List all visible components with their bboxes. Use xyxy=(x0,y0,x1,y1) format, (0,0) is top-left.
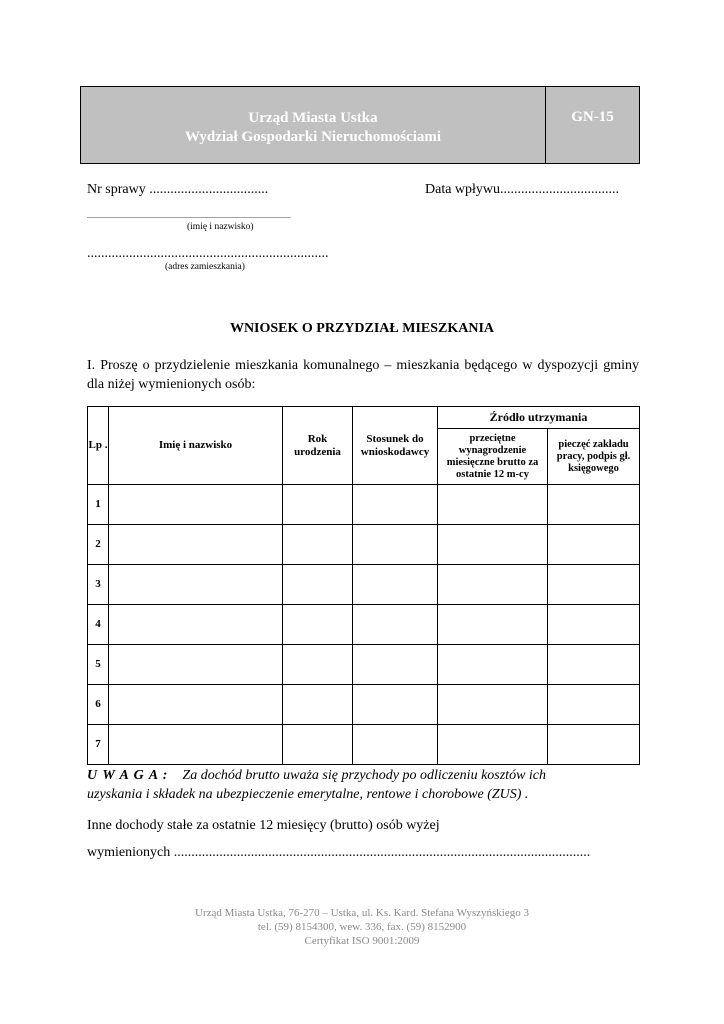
table-cell[interactable] xyxy=(283,525,353,565)
table-cell[interactable] xyxy=(548,605,640,645)
table-cell[interactable] xyxy=(353,605,438,645)
note-text-1: Za dochód brutto uważa się przychody po odliczeniu kosztów ich xyxy=(182,768,547,783)
table-cell[interactable] xyxy=(438,525,548,565)
table-cell[interactable] xyxy=(109,685,283,725)
row-number: 3 xyxy=(88,565,109,605)
header-office-block xyxy=(81,87,545,163)
footer-address: Urząd Miasta Ustka, 76-270 – Ustka, ul. Ks. Kard. Stefana Wyszyńskiego 3 xyxy=(195,907,529,919)
table-cell[interactable] xyxy=(109,645,283,685)
table-row xyxy=(88,485,640,525)
table-row xyxy=(88,725,640,765)
table-cell[interactable] xyxy=(109,565,283,605)
table-cell[interactable] xyxy=(283,485,353,525)
other-income-line-1: Inne dochody stałe za ostatnie 12 miesięcy (brutto) osób wyżej xyxy=(87,818,440,833)
table-cell[interactable] xyxy=(109,485,283,525)
table-row xyxy=(88,565,640,605)
table-cell[interactable] xyxy=(353,565,438,605)
note-line-1 xyxy=(87,766,546,785)
form-code: GN-15 xyxy=(545,87,639,163)
row-number: 2 xyxy=(88,525,109,565)
intro-paragraph: I. Proszę o przydzielenie mieszkania komunalnego – mieszkania będącego w dyspozycji gminy dla niżej wymienionych osób: xyxy=(87,358,639,392)
address-caption: (adres zamieszkania) xyxy=(165,262,245,272)
table-cell[interactable] xyxy=(353,685,438,725)
table-cell[interactable] xyxy=(438,605,548,645)
col-avg-salary-header: przeciętne wynagrodzenie miesięczne brutto za ostatnie 12 m-cy xyxy=(438,429,548,485)
table-cell[interactable] xyxy=(283,725,353,765)
table-cell[interactable] xyxy=(353,645,438,685)
address-dotted-line[interactable]: ..................................................................... xyxy=(87,246,329,261)
row-number: 1 xyxy=(88,485,109,525)
footer-certificate: Certyfikat ISO 9001:2009 xyxy=(304,935,420,947)
note-label: U W A G A : xyxy=(87,768,169,783)
table-cell[interactable] xyxy=(438,485,548,525)
case-number-field[interactable]: Nr sprawy .................................. xyxy=(87,182,269,197)
col-year-header: Rok urodzenia xyxy=(283,407,353,485)
table-cell[interactable] xyxy=(438,685,548,725)
row-number: 4 xyxy=(88,605,109,645)
table-row xyxy=(88,525,640,565)
note-line-2: uzyskania i składek na ubezpieczenie emerytalne, rentowe i chorobowe (ZUS) . xyxy=(87,787,529,802)
office-name: Urząd Miasta Ustka xyxy=(248,110,378,126)
table-cell[interactable] xyxy=(283,605,353,645)
table-cell[interactable] xyxy=(548,645,640,685)
table-cell[interactable] xyxy=(548,525,640,565)
table-cell[interactable] xyxy=(548,685,640,725)
receipt-date-field[interactable]: Data wpływu.................................. xyxy=(425,182,620,197)
department-name: Wydział Gospodarki Nieruchomościami xyxy=(184,129,442,145)
col-name-header: Imię i nazwisko xyxy=(109,407,283,485)
table-body xyxy=(88,485,640,765)
row-number: 7 xyxy=(88,725,109,765)
table-cell[interactable] xyxy=(548,565,640,605)
col-income-group-header: Źródło utrzymania xyxy=(438,407,640,429)
form-header xyxy=(80,86,640,164)
row-number: 5 xyxy=(88,645,109,685)
persons-table xyxy=(87,406,640,765)
row-number: 6 xyxy=(88,685,109,725)
table-cell[interactable] xyxy=(109,525,283,565)
table-cell[interactable] xyxy=(438,645,548,685)
table-cell[interactable] xyxy=(353,725,438,765)
table-row xyxy=(88,645,640,685)
col-lp-header: Lp . xyxy=(88,407,109,485)
col-stamp-header: pieczęć zakładu pracy, podpis gł. księgowego xyxy=(548,429,640,485)
table-cell[interactable] xyxy=(353,485,438,525)
footer-contact: tel. (59) 8154300, wew. 336, fax. (59) 8152900 xyxy=(257,921,467,933)
name-dotted-line[interactable]: ...................................................................................................... xyxy=(87,211,291,220)
table-cell[interactable] xyxy=(283,565,353,605)
table-cell[interactable] xyxy=(353,525,438,565)
table-row xyxy=(88,605,640,645)
table-cell[interactable] xyxy=(283,685,353,725)
table-cell[interactable] xyxy=(438,565,548,605)
table-cell[interactable] xyxy=(548,725,640,765)
col-relation-header: Stosunek do wnioskodawcy xyxy=(353,407,438,485)
table-cell[interactable] xyxy=(438,725,548,765)
other-income-line-2[interactable]: wymienionych ....................................................................................................................... xyxy=(87,845,591,860)
table-cell[interactable] xyxy=(283,645,353,685)
name-caption: (imię i nazwisko) xyxy=(187,222,254,232)
table-row xyxy=(88,685,640,725)
table-cell[interactable] xyxy=(548,485,640,525)
table-cell[interactable] xyxy=(109,605,283,645)
table-cell[interactable] xyxy=(109,725,283,765)
form-title: WNIOSEK O PRZYDZIAŁ MIESZKANIA xyxy=(229,321,495,336)
